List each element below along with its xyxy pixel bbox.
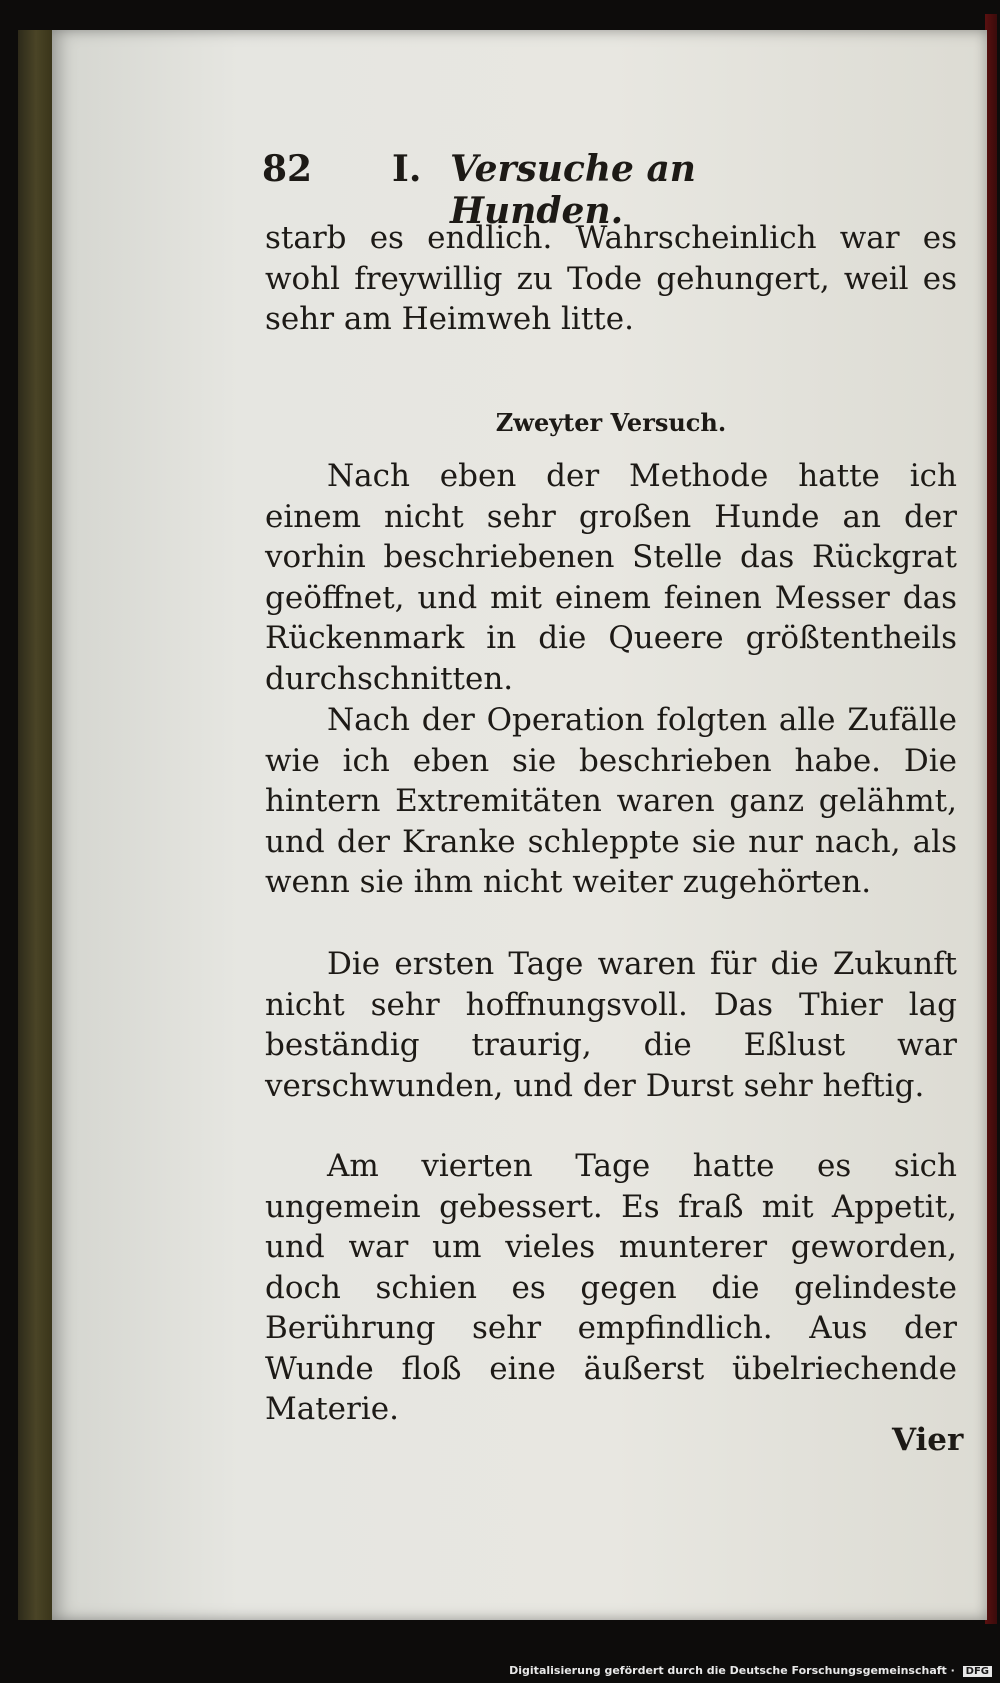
paragraph: Nach eben der Methode hatte ich einem nicht sehr großen Hunde an der vorhin beschriebenen Stelle das Rückgrat geöffnet, und mit einem feinen Messer das Rückenmark in die Queere größtentheils durchschnitten. [265,458,957,697]
running-header [262,148,842,232]
paragraph: Am vierten Tage hatte es sich ungemein gebessert. Es fraß mit Appetit, und war um vieles munterer geworden, doch schien es gegen die gelindeste Berührung sehr empfindlich. Aus der Wunde floß eine äußerst übelriechende Materie. [265,1148,957,1427]
section-heading: Zweyter Versuch. [495,408,727,437]
paragraph: Nach der Operation folgten alle Zufälle wie ich eben sie beschrieben habe. Die hintern Extremitäten waren ganz gelähmt, und der Kranke schleppte sie nur nach, als wenn sie ihm nicht weiter zugehörten. [265,702,957,900]
page-number: 82 [262,148,313,190]
paragraph-continuation: starb es endlich. Wahrscheinlich war es wohl freywillig zu Tode gehungert, weil es sehr am Heimweh litte. [265,220,957,337]
dfg-logo: DFG [963,1666,992,1677]
digitization-footer [509,1664,992,1677]
running-title: Versuche an Hunden. [450,148,696,232]
footer-credit: Digitalisierung gefördert durch die Deutsche Forschungsgemeinschaft · [509,1664,955,1677]
chapter-number: I. [392,148,422,190]
book-edge-left [18,30,54,1620]
catchword: Vier [892,1422,964,1458]
paragraph: Die ersten Tage waren für die Zukunft nicht sehr hoffnungsvoll. Das Thier lag beständig traurig, die Eßlust war verschwunden, und der Durst sehr heftig. [265,946,957,1104]
